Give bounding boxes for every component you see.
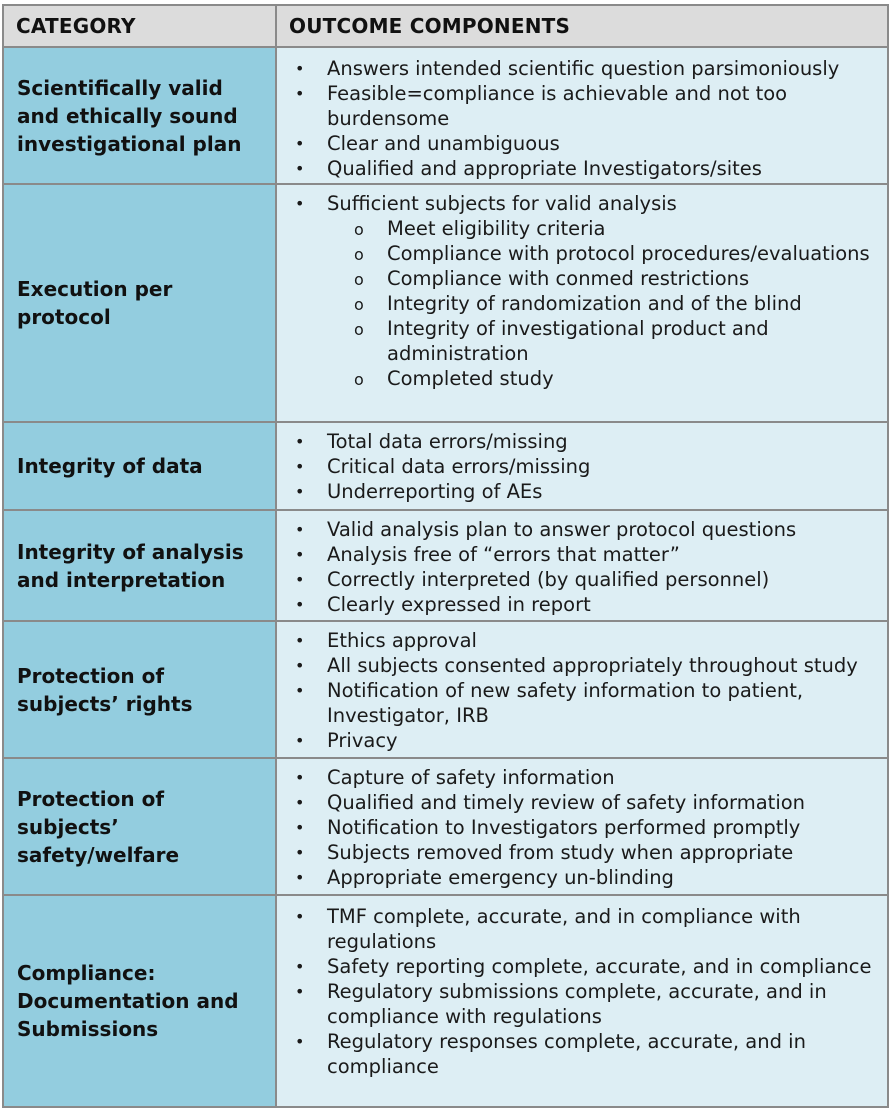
category-cell: Integrity of data <box>3 422 276 510</box>
bullet-icon: • <box>295 432 305 451</box>
list-item <box>277 815 883 840</box>
sub-list-item <box>277 216 883 241</box>
sub-list-item <box>277 241 883 266</box>
outcome-cell <box>276 47 888 184</box>
sub-outcome-text: Completed study <box>387 367 554 390</box>
outcome-text: Ethics approval <box>327 629 477 652</box>
circle-bullet-icon: o <box>354 295 364 314</box>
bullet-icon: • <box>295 159 305 178</box>
bullet-icon: • <box>295 482 305 501</box>
sub-outcome-text: Integrity of investigational product and administration <box>387 317 769 365</box>
outcome-text: Clearly expressed in report <box>327 593 591 616</box>
circle-bullet-icon: o <box>354 320 364 339</box>
bullet-icon: • <box>295 793 305 812</box>
bullet-icon: • <box>295 868 305 887</box>
bullet-icon: • <box>295 457 305 476</box>
bullet-icon: • <box>295 595 305 614</box>
bullet-icon: • <box>295 957 305 976</box>
outcome-text: Feasible=compliance is achievable and not too burdensome <box>327 82 788 130</box>
category-cell: Compliance: Documentation and Submissions <box>3 895 276 1107</box>
list-item <box>277 653 883 678</box>
list-item <box>277 765 883 790</box>
table-row <box>3 758 888 895</box>
outcome-cell <box>276 895 888 1107</box>
list-item <box>277 678 883 728</box>
bullet-icon: • <box>295 570 305 589</box>
bullet-icon: • <box>295 907 305 926</box>
outcome-cell <box>276 510 888 621</box>
category-column-header: CATEGORY <box>3 5 276 47</box>
sub-outcome-text: Compliance with protocol procedures/evaluations <box>387 242 870 265</box>
table-row <box>3 895 888 1107</box>
outcome-sublist <box>277 216 883 391</box>
list-item <box>277 865 883 890</box>
list-item <box>277 479 883 504</box>
outcome-list <box>277 56 883 181</box>
table-row <box>3 621 888 758</box>
bullet-icon: • <box>295 982 305 1001</box>
outcome-text: Sufficient subjects for valid analysis <box>327 192 677 215</box>
bullet-icon: • <box>295 681 305 700</box>
outcome-text: Regulatory responses complete, accurate, and in compliance <box>327 1030 806 1078</box>
list-item <box>277 131 883 156</box>
circle-bullet-icon: o <box>354 270 364 289</box>
outcome-text: Correctly interpreted (by qualified personnel) <box>327 568 770 591</box>
circle-bullet-icon: o <box>354 245 364 264</box>
list-item <box>277 628 883 653</box>
bullet-icon: • <box>295 656 305 675</box>
category-cell: Execution per protocol <box>3 184 276 422</box>
outcome-list <box>277 191 883 216</box>
bullet-icon: • <box>295 1032 305 1051</box>
bullet-icon: • <box>295 843 305 862</box>
table-row <box>3 422 888 510</box>
sub-list-item <box>277 266 883 291</box>
outcome-cell <box>276 422 888 510</box>
bullet-icon: • <box>295 520 305 539</box>
bullet-icon: • <box>295 768 305 787</box>
outcome-text: Subjects removed from study when appropriate <box>327 841 794 864</box>
outcome-cell <box>276 184 888 422</box>
outcome-text: Notification to Investigators performed promptly <box>327 816 801 839</box>
list-item <box>277 56 883 81</box>
table-row <box>3 184 888 422</box>
list-item <box>277 191 883 216</box>
list-item <box>277 1029 883 1079</box>
outcome-cell <box>276 621 888 758</box>
list-item <box>277 542 883 567</box>
outcome-cell <box>276 758 888 895</box>
outcome-list <box>277 429 883 504</box>
circle-bullet-icon: o <box>354 220 364 239</box>
header-row <box>3 5 888 47</box>
outcome-text: Analysis free of “errors that matter” <box>327 543 680 566</box>
sub-outcome-text: Compliance with conmed restrictions <box>387 267 750 290</box>
outcome-text: Notification of new safety information to patient, Investigator, IRB <box>327 679 804 727</box>
outcome-text: Critical data errors/missing <box>327 455 591 478</box>
list-item <box>277 429 883 454</box>
category-cell: Protection of subjects’ rights <box>3 621 276 758</box>
outcome-text: Valid analysis plan to answer protocol questions <box>327 518 797 541</box>
bullet-icon: • <box>295 818 305 837</box>
list-item <box>277 979 883 1029</box>
outcome-list <box>277 517 883 617</box>
outcome-text: All subjects consented appropriately throughout study <box>327 654 858 677</box>
list-item <box>277 517 883 542</box>
bullet-icon: • <box>295 194 305 213</box>
outcome-text: Total data errors/missing <box>327 430 568 453</box>
bullet-icon: • <box>295 731 305 750</box>
list-item <box>277 840 883 865</box>
bullet-icon: • <box>295 84 305 103</box>
sub-list-item <box>277 366 883 391</box>
list-item <box>277 592 883 617</box>
bullet-icon: • <box>295 631 305 650</box>
category-cell: Integrity of analysis and interpretation <box>3 510 276 621</box>
category-cell: Scientifically valid and ethically sound investigational plan <box>3 47 276 184</box>
outcome-components-column-header: OUTCOME COMPONENTS <box>276 5 888 47</box>
outcome-list <box>277 765 883 890</box>
outcome-text: Answers intended scientific question parsimoniously <box>327 57 840 80</box>
list-item <box>277 954 883 979</box>
bullet-icon: • <box>295 59 305 78</box>
outcome-text: Privacy <box>327 729 398 752</box>
outcome-text: Capture of safety information <box>327 766 615 789</box>
outcome-text: Regulatory submissions complete, accurate, and in compliance with regulations <box>327 980 827 1028</box>
outcome-components-table <box>2 4 889 1108</box>
list-item <box>277 904 883 954</box>
list-item <box>277 454 883 479</box>
outcome-text: Qualified and timely review of safety information <box>327 791 806 814</box>
list-item <box>277 156 883 181</box>
list-item <box>277 728 883 753</box>
sub-list-item <box>277 291 883 316</box>
table-row <box>3 510 888 621</box>
sub-outcome-text: Meet eligibility criteria <box>387 217 606 240</box>
list-item <box>277 81 883 131</box>
outcome-text: TMF complete, accurate, and in compliance with regulations <box>327 905 801 953</box>
category-cell: Protection of subjects’ safety/welfare <box>3 758 276 895</box>
outcome-text: Qualified and appropriate Investigators/sites <box>327 157 762 180</box>
sub-list-item <box>277 316 883 366</box>
sub-outcome-text: Integrity of randomization and of the blind <box>387 292 802 315</box>
outcome-text: Safety reporting complete, accurate, and in compliance <box>327 955 872 978</box>
list-item <box>277 567 883 592</box>
circle-bullet-icon: o <box>354 370 364 389</box>
list-item <box>277 790 883 815</box>
table-row <box>3 47 888 184</box>
bullet-icon: • <box>295 134 305 153</box>
outcome-list <box>277 628 883 753</box>
outcome-list <box>277 904 883 1079</box>
bullet-icon: • <box>295 545 305 564</box>
outcome-text: Appropriate emergency un-blinding <box>327 866 674 889</box>
outcome-text: Underreporting of AEs <box>327 480 543 503</box>
outcome-text: Clear and unambiguous <box>327 132 560 155</box>
